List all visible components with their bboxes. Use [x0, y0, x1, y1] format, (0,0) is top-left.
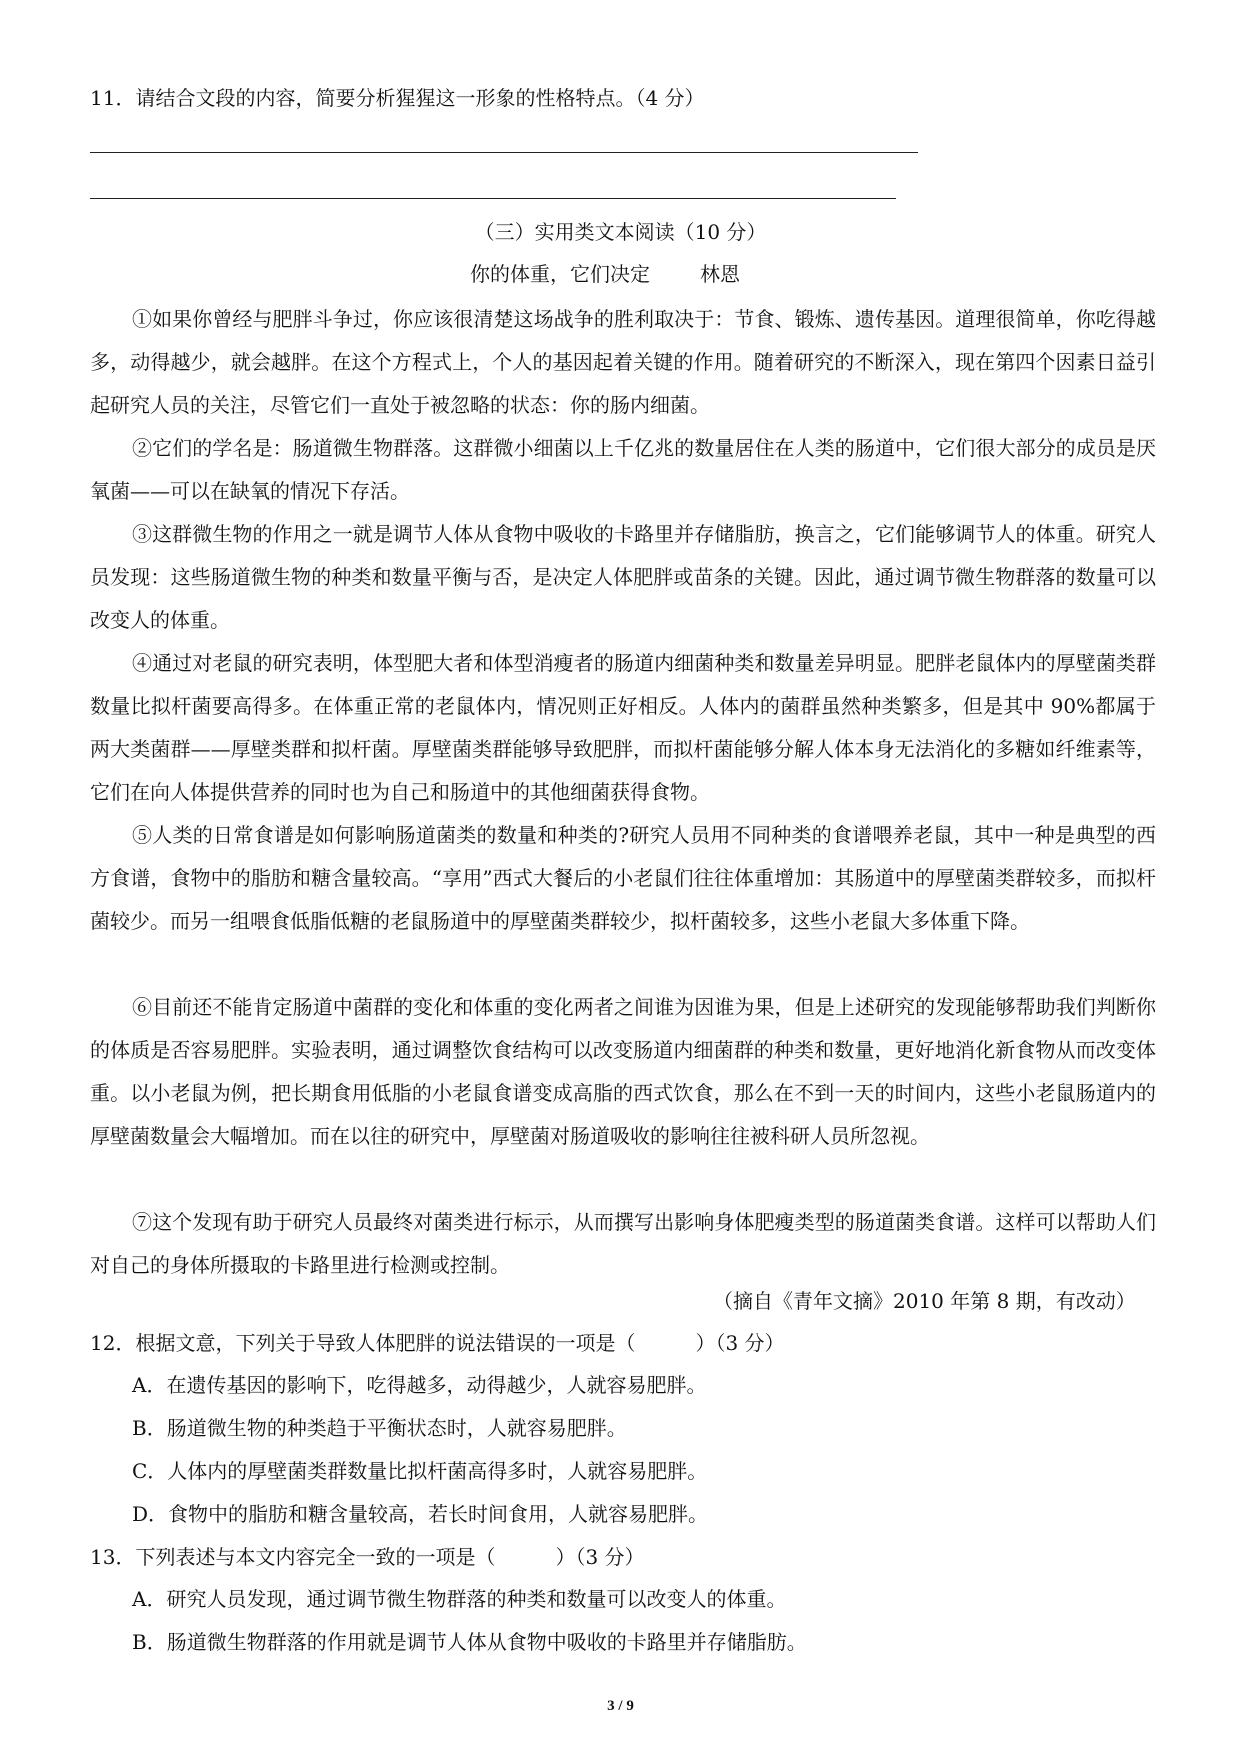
paragraph-1: ①如果你曾经与肥胖斗争过，你应该很清楚这场战争的胜利取决于：节食、锻炼、遗传基因。道理很简单，你吃得越多，动得越少，就会越胖。在这个方程式上，个人的基因起着关键的作用。随着研究的不断深入，现在第四个因素日益引起研究人员的关注，尽管它们一直处于被忽略的状态：你的肠内细菌。	[90, 307, 1156, 417]
question-12-stem: 12．根据文意，下列关于导致人体肥胖的说法错误的一项是（ ）（3 分）	[90, 1331, 785, 1355]
article-title	[470, 260, 740, 288]
question-12-option-a: A．在遗传基因的影响下，吃得越多，动得越少，人就容易肥胖。	[132, 1373, 707, 1397]
paragraph-2: ②它们的学名是：肠道微生物群落。这群微小细菌以上千亿兆的数量居住在人类的肠道中，它们很大部分的成员是厌氧菌——可以在缺氧的情况下存活。	[90, 436, 1156, 503]
paragraph-4: ④通过对老鼠的研究表明，体型肥大者和体型消瘦者的肠道内细菌种类和数量差异明显。肥胖老鼠体内的厚壁菌类群数量比拟杆菌要高得多。在体重正常的老鼠体内，情况则正好相反。人体内的菌群虽然种类繁多，但是其中 90%都属于两大类菌群——厚壁类群和拟杆菌。厚壁菌类群能够导致肥胖，而拟杆菌能够分解人体本身无法消化的多糖如纤维素等，它们在向人体提供营养的同时也为自己和肠道中的其他细菌获得食物。	[90, 651, 1156, 804]
source-citation: （摘自《青年文摘》2010 年第 8 期，有改动）	[713, 1289, 1136, 1313]
section-heading: （三）实用类文本阅读（10 分）	[474, 220, 767, 244]
question-12-option-b: B．肠道微生物的种类趋于平衡状态时，人就容易肥胖。	[132, 1416, 627, 1440]
question-12-option-d: D．食物中的脂肪和糖含量较高，若长时间食用，人就容易肥胖。	[132, 1502, 709, 1526]
question-13-option-b: B．肠道微生物群落的作用就是调节人体从食物中吸收的卡路里并存储脂肪。	[132, 1630, 807, 1654]
article-title-text: 你的体重，它们决定	[470, 262, 650, 286]
answer-line-2	[90, 198, 896, 199]
question-13-stem: 13．下列表述与本文内容完全一致的一项是（ ）（3 分）	[90, 1545, 645, 1569]
paragraph-6: ⑥目前还不能肯定肠道中菌群的变化和体重的变化两者之间谁为因谁为果，但是上述研究的发现能够帮助我们判断你的体质是否容易肥胖。实验表明，通过调整饮食结构可以改变肠道内细菌群的种类和数量，更好地消化新食物从而改变体重。以小老鼠为例，把长期食用低脂的小老鼠食谱变成高脂的西式饮食，那么在不到一天的时间内，这些小老鼠肠道内的厚壁菌数量会大幅增加。而在以往的研究中，厚壁菌对肠道吸收的影响往往被科研人员所忽视。	[90, 995, 1156, 1148]
paragraph-3: ③这群微生物的作用之一就是调节人体从食物中吸收的卡路里并存储脂肪，换言之，它们能够调节人的体重。研究人员发现：这些肠道微生物的种类和数量平衡与否，是决定人体肥胖或苗条的关键。因此，通过调节微生物群落的数量可以改变人的体重。	[90, 522, 1156, 632]
answer-line-1	[90, 152, 918, 153]
question-13-option-a: A．研究人员发现，通过调节微生物群落的种类和数量可以改变人的体重。	[132, 1587, 787, 1611]
article-author: 林恩	[700, 262, 740, 286]
page-number: 3 / 9	[607, 1698, 634, 1714]
question-12-option-c: C．人体内的厚壁菌类群数量比拟杆菌高得多时，人就容易肥胖。	[132, 1459, 708, 1483]
paragraph-5: ⑤人类的日常食谱是如何影响肠道菌类的数量和种类的?研究人员用不同种类的食谱喂养老鼠，其中一种是典型的西方食谱，食物中的脂肪和糖含量较高。“享用”西式大餐后的小老鼠们往往体重增加：其肠道中的厚壁菌类群较多，而拟杆菌较少。而另一组喂食低脂低糖的老鼠肠道中的厚壁菌类群较少，拟杆菌较多，这些小老鼠大多体重下降。	[90, 823, 1156, 933]
paragraph-7: ⑦这个发现有助于研究人员最终对菌类进行标示，从而撰写出影响身体肥瘦类型的肠道菌类食谱。这样可以帮助人们对自己的身体所摄取的卡路里进行检测或控制。	[90, 1210, 1156, 1277]
question-11: 11．请结合文段的内容，简要分析猩猩这一形象的性格特点。（4 分）	[90, 86, 705, 110]
